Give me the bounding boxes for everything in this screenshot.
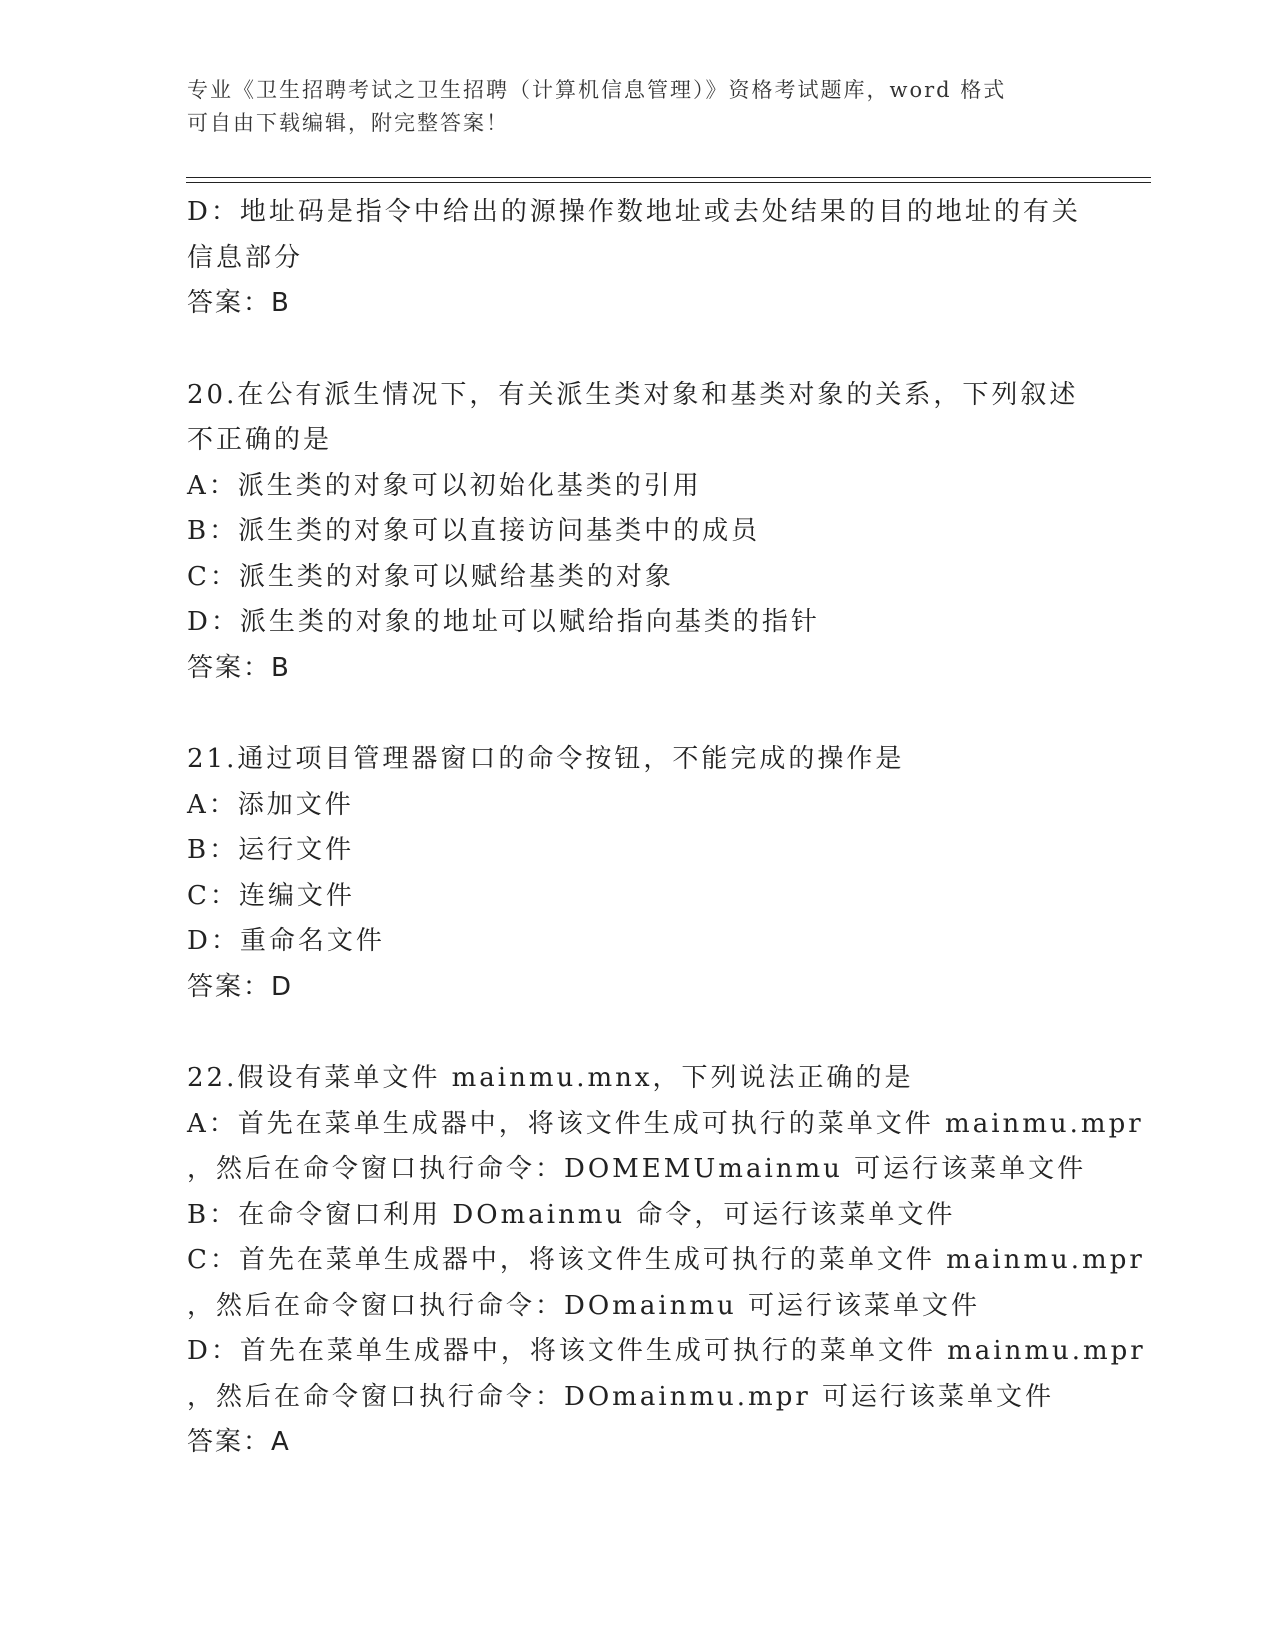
option-d: D：派生类的对象的地址可以赋给指向基类的指针 xyxy=(187,607,820,637)
question-block xyxy=(187,373,1087,692)
header-line: 专业《卫生招聘考试之卫生招聘（计算机信息管理）》资格考试题库，word 格式 xyxy=(187,78,1007,102)
question-block xyxy=(187,190,1087,327)
question-line: 信息部分 xyxy=(187,242,304,273)
option-c: C：首先在菜单生成器中，将该文件生成可执行的菜单文件 mainmu.mpr xyxy=(187,1245,1145,1275)
header-divider-top xyxy=(186,177,1151,178)
question-content xyxy=(187,190,1146,1466)
header-line: 可自由下载编辑，附完整答案！ xyxy=(187,111,509,135)
answer-line: 答案：B xyxy=(187,652,291,683)
question-stem: 22.假设有菜单文件 mainmu.mnx，下列说法正确的是 xyxy=(187,1063,914,1093)
option-b: B：在命令窗口利用 DOmainmu 命令，可运行该菜单文件 xyxy=(187,1199,956,1230)
document-header xyxy=(187,74,1067,140)
option-a: A：派生类的对象可以初始化基类的引用 xyxy=(187,470,702,501)
option-a: A：首先在菜单生成器中，将该文件生成可执行的菜单文件 mainmu.mpr xyxy=(187,1108,1144,1139)
question-stem: 20.在公有派生情况下，有关派生类对象和基类对象的关系，下列叙述 xyxy=(187,379,1079,410)
answer-line: 答案：B xyxy=(187,288,291,318)
option-a: A：添加文件 xyxy=(187,789,354,820)
option-b: B：运行文件 xyxy=(187,835,355,865)
option-d: D：重命名文件 xyxy=(187,926,385,956)
question-block xyxy=(187,1056,1146,1466)
header-divider-bottom xyxy=(186,182,1151,183)
answer-line: 答案：A xyxy=(187,1427,291,1457)
option-a-continued: ，然后在命令窗口执行命令：DOMEMUmainmu 可运行该菜单文件 xyxy=(187,1154,1087,1184)
question-stem: 不正确的是 xyxy=(187,425,333,455)
question-stem: 21.通过项目管理器窗口的命令按钮，不能完成的操作是 xyxy=(187,744,905,774)
option-c-continued: ，然后在命令窗口执行命令：DOmainmu 可运行该菜单文件 xyxy=(187,1290,981,1321)
option-d-continued: ，然后在命令窗口执行命令：DOmainmu.mpr 可运行该菜单文件 xyxy=(187,1381,1055,1412)
option-d: D：首先在菜单生成器中，将该文件生成可执行的菜单文件 mainmu.mpr xyxy=(187,1336,1146,1366)
option-c: C：连编文件 xyxy=(187,880,355,911)
question-block xyxy=(187,737,1087,1010)
option-b: B：派生类的对象可以直接访问基类中的成员 xyxy=(187,516,761,546)
option-c: C：派生类的对象可以赋给基类的对象 xyxy=(187,561,674,592)
answer-line: 答案：D xyxy=(187,971,294,1002)
question-line: D：地址码是指令中给出的源操作数地址或去处结果的目的地址的有关 xyxy=(187,197,1081,227)
